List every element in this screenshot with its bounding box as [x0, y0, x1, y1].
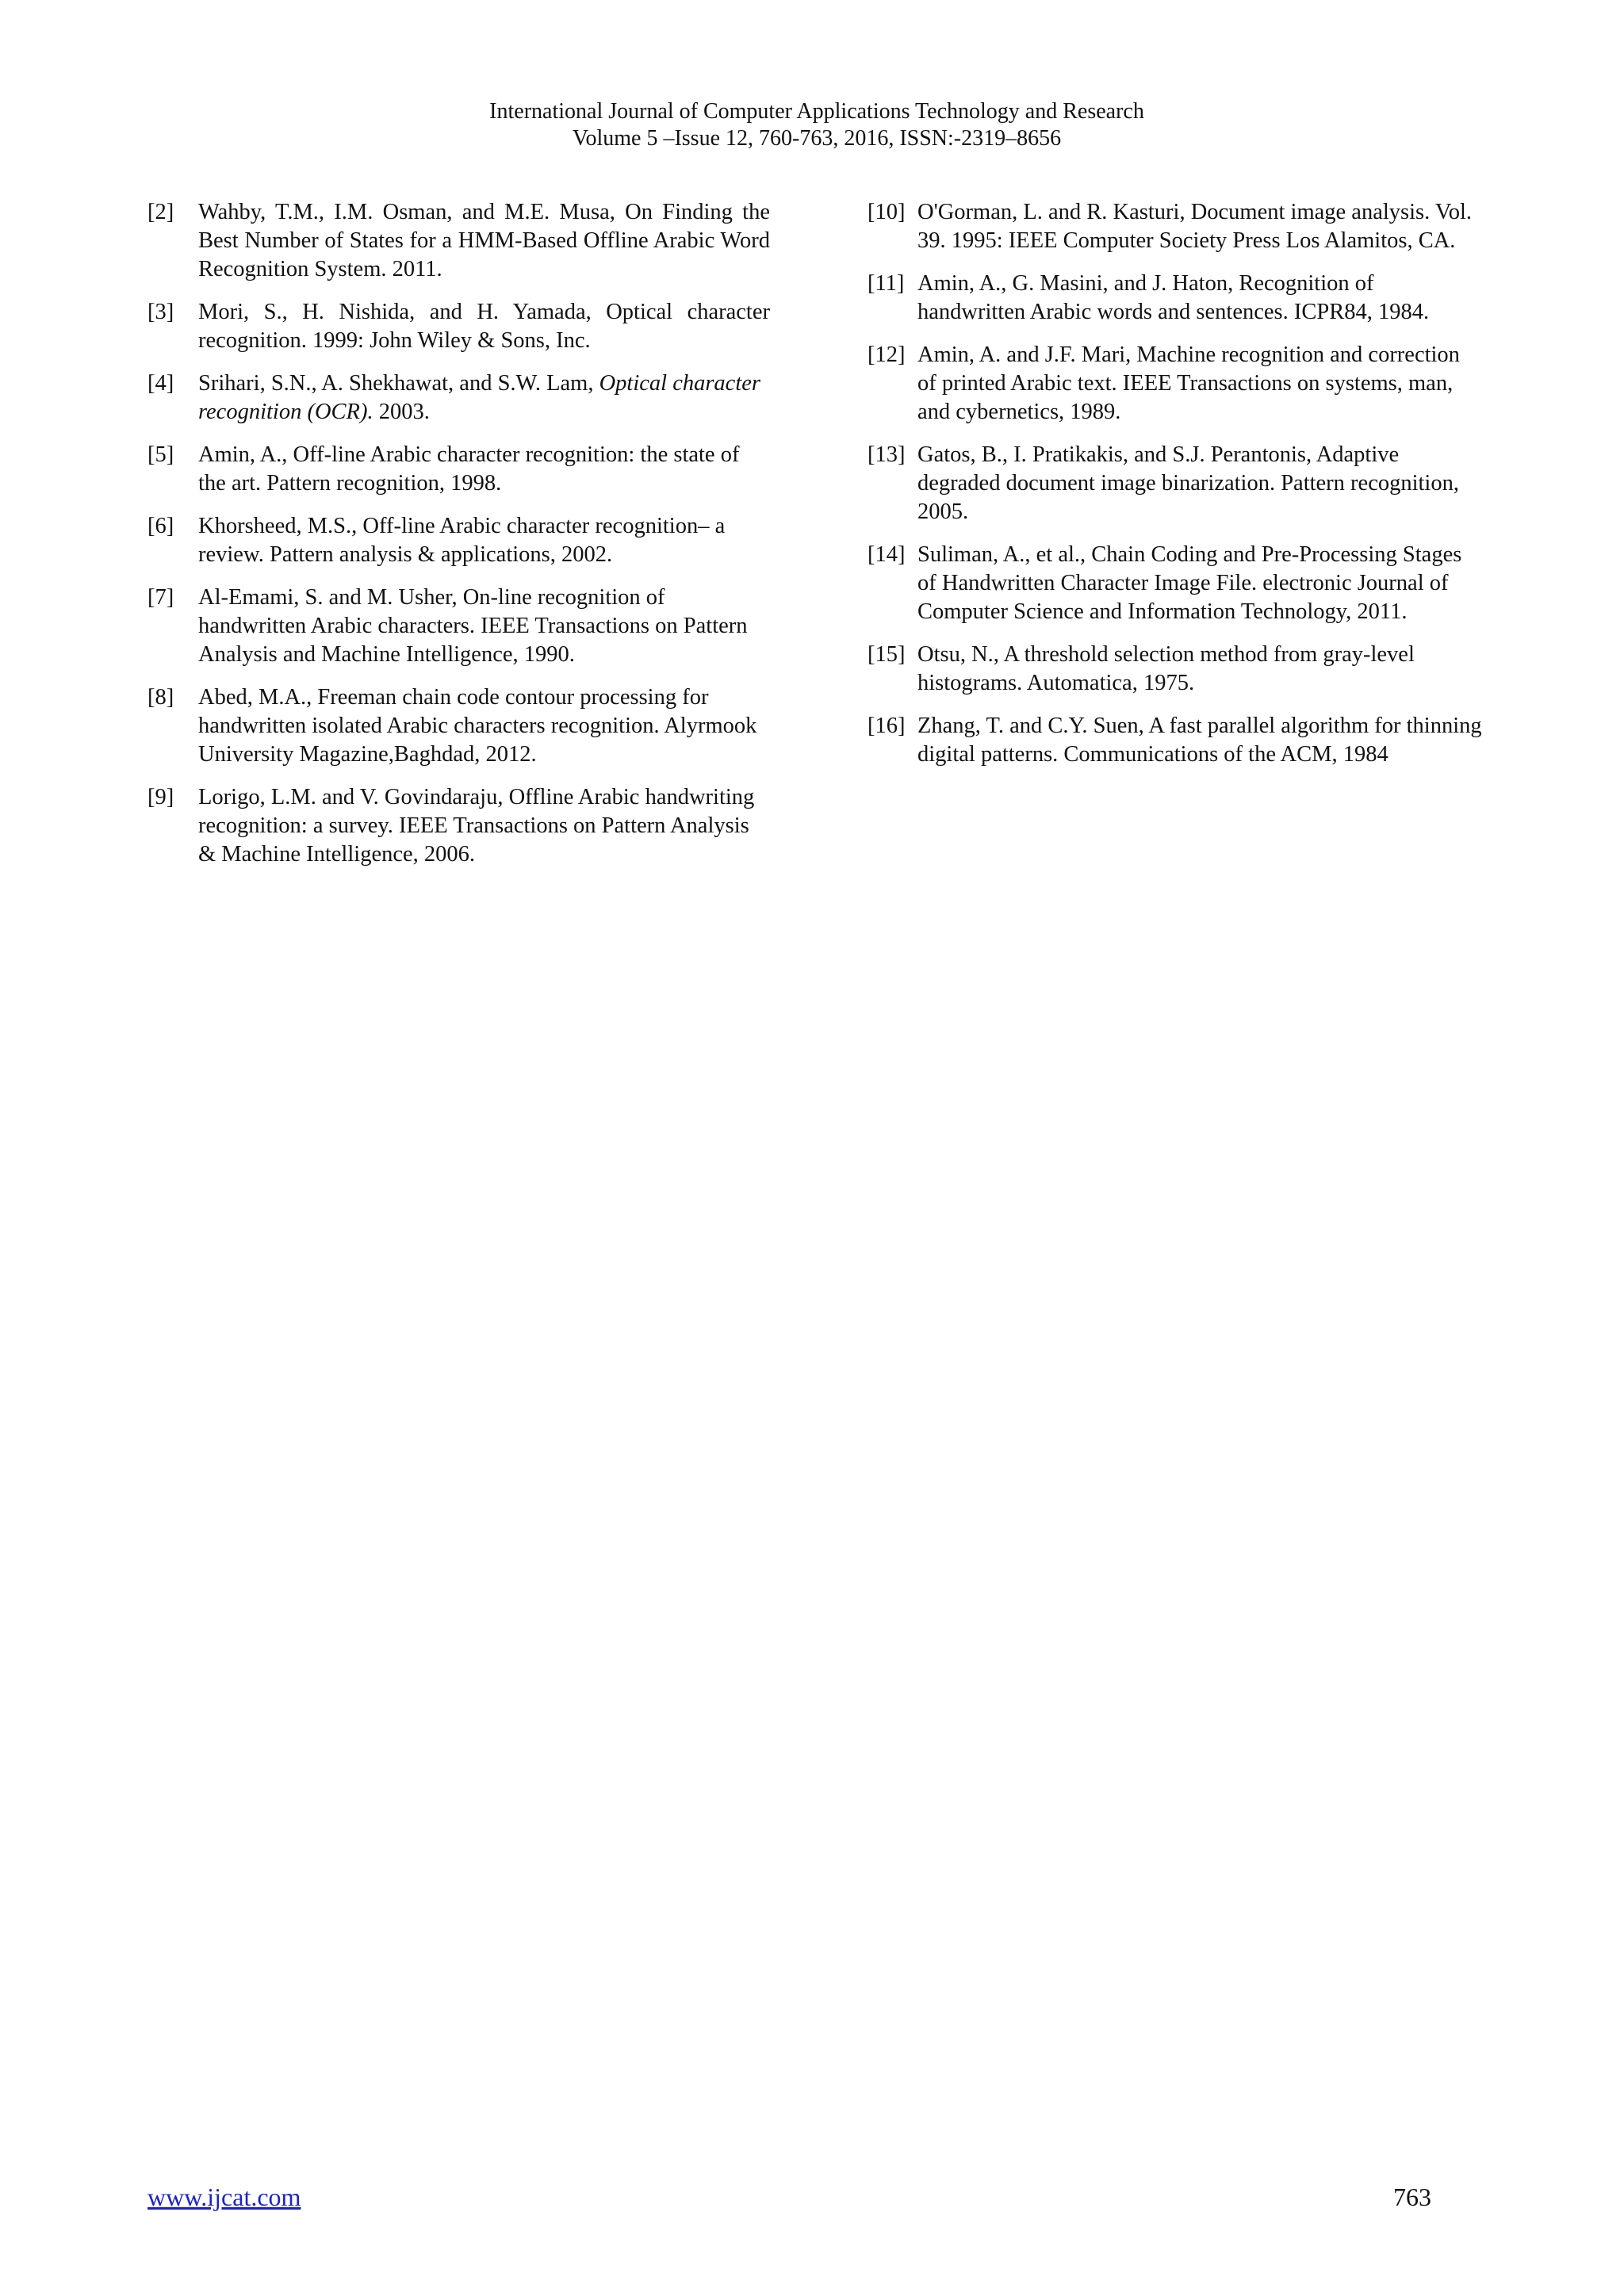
reference-text: Khorsheed, M.S., Off-line Arabic character recognition– a review. Pattern analysis & applications, 2002.	[198, 514, 726, 567]
reference-number: [7]	[147, 585, 174, 610]
reference-number: [2]	[147, 200, 174, 224]
reference-number: [4]	[147, 371, 174, 396]
reference-number: [9]	[147, 785, 174, 809]
reference-text: Lorigo, L.M. and V. Govindaraju, Offline Arabic handwriting recognition: a survey. IEEE Transactions on Pattern Analysis & Machine Intelligence, 2006.	[198, 785, 755, 867]
reference-text: Wahby, T.M., I.M. Osman, and M.E. Musa, On Finding the Best Number of States for a HMM-Based Offline Arabic Word Recognition System. 2011.	[198, 200, 770, 281]
reference-item	[147, 683, 770, 769]
reference-item	[868, 198, 1482, 255]
reference-number: [8]	[147, 685, 174, 710]
reference-text: Zhang, T. and C.Y. Suen, A fast parallel algorithm for thinning digital patterns. Communications of the ACM, 1984	[917, 714, 1482, 767]
reference-item	[147, 369, 770, 427]
reference-text: Amin, A. and J.F. Mari, Machine recognition and correction of printed Arabic text. IEEE Transactions on systems, man, and cybernetics, 1989.	[917, 342, 1460, 424]
reference-item	[868, 341, 1482, 427]
reference-text-title-italic: Optical character recognition (OCR).	[198, 371, 760, 424]
reference-text: Mori, S., H. Nishida, and H. Yamada, Optical character recognition. 1999: John Wiley & Sons, Inc.	[198, 300, 770, 353]
reference-number: [3]	[147, 300, 174, 324]
reference-item	[147, 783, 770, 869]
reference-text: O'Gorman, L. and R. Kasturi, Document image analysis. Vol. 39. 1995: IEEE Computer Society Press Los Alamitos, CA.	[917, 200, 1473, 253]
reference-item	[868, 270, 1482, 327]
reference-text: Otsu, N., A threshold selection method from gray-level histograms. Automatica, 1975.	[917, 642, 1415, 695]
page-number: 763	[1393, 2183, 1431, 2211]
references-right-column	[868, 198, 1482, 783]
reference-item	[868, 441, 1482, 526]
volume-info: Volume 5 –Issue 12, 760-763, 2016, ISSN:-2319–8656	[572, 126, 1062, 151]
reference-item	[868, 641, 1482, 698]
reference-number: [13]	[868, 442, 906, 467]
reference-number: [15]	[868, 642, 906, 667]
reference-text: Abed, M.A., Freeman chain code contour processing for handwritten isolated Arabic characters recognition. Alyrmook University Magazine,Baghdad, 2012.	[198, 685, 757, 767]
reference-text-authors: Srihari, S.N., A. Shekhawat, and S.W. Lam,	[198, 371, 599, 396]
reference-text: Amin, A., G. Masini, and J. Haton, Recognition of handwritten Arabic words and sentences. ICPR84, 1984.	[917, 271, 1430, 324]
reference-item	[147, 512, 770, 569]
reference-number: [10]	[868, 200, 906, 224]
reference-number: [16]	[868, 714, 906, 738]
reference-number: [11]	[868, 271, 905, 296]
reference-number: [12]	[868, 342, 906, 367]
reference-item	[147, 198, 770, 284]
reference-item	[868, 541, 1482, 626]
page-header	[0, 98, 1624, 152]
website-link[interactable]: www.ijcat.com	[147, 2183, 301, 2211]
journal-title: International Journal of Computer Applications Technology and Research	[489, 99, 1144, 124]
reference-text: Suliman, A., et al., Chain Coding and Pre-Processing Stages of Handwritten Character Image File. electronic Journal of Computer Science and Information Technology, 2011.	[917, 542, 1462, 624]
reference-item	[147, 584, 770, 669]
reference-item	[868, 712, 1482, 769]
reference-text-year: 2003.	[373, 400, 430, 424]
reference-number: [6]	[147, 514, 174, 538]
reference-number: [14]	[868, 542, 906, 567]
reference-number: [5]	[147, 442, 174, 467]
reference-item	[147, 298, 770, 355]
reference-item	[147, 441, 770, 498]
references-left-column	[147, 198, 770, 883]
reference-text: Gatos, B., I. Pratikakis, and S.J. Perantonis, Adaptive degraded document image binarization. Pattern recognition, 2005.	[917, 442, 1459, 524]
reference-text	[198, 369, 770, 427]
reference-text: Al-Emami, S. and M. Usher, On-line recognition of handwritten Arabic characters. IEEE Transactions on Pattern Analysis and Machine Intelligence, 1990.	[198, 585, 748, 667]
reference-text: Amin, A., Off-line Arabic character recognition: the state of the art. Pattern recognition, 1998.	[198, 442, 740, 496]
